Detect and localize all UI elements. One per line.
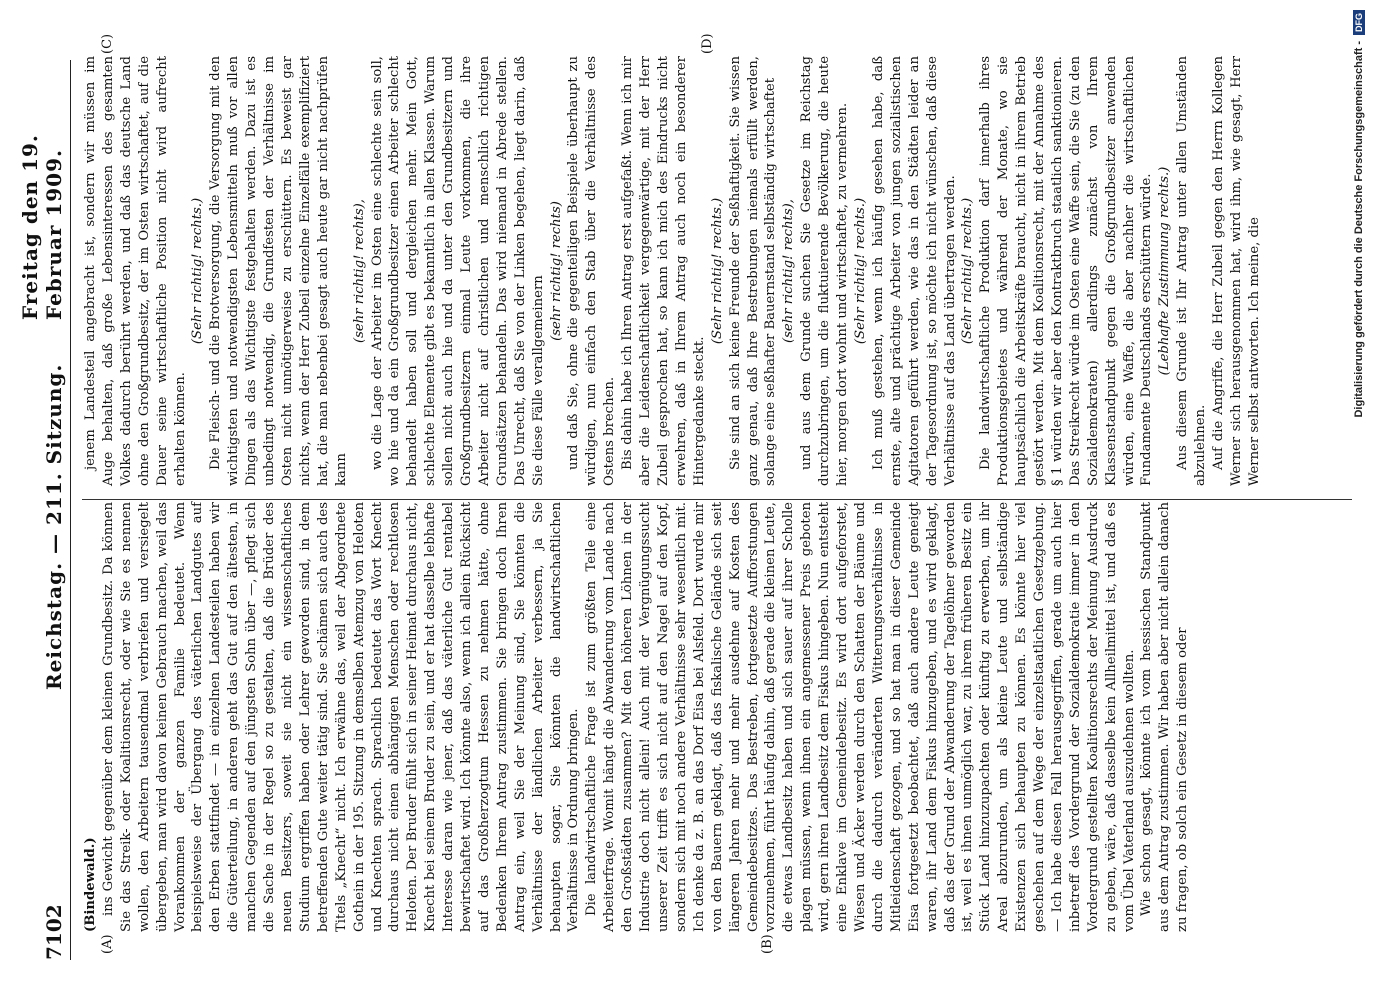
interjection: (Lebhafte Zustimmung rechts.)	[1157, 166, 1173, 376]
page-header	[18, 60, 71, 960]
paragraph: Sie sind an sich keine Freunde der Seßhaftigkeit. Sie wissen ganz genau, daß Ihre Bestrebungen niemals erfüllt werden, solange eine seßhafter Bauernstand selbständig wirtschaftet	[727, 56, 779, 486]
paragraph: Ich muß gestehen, wenn ich häufig gesehen habe, daß ernste, alte und prächtige Arbeiter von jungen sozialistischen Agitatoren geführt werden, wie das in den Städten leider an der Tagesordnung ist, so möchte ich nicht wünschen, daß diese Verhältnisse auf das Land übertragen werden.	[870, 56, 958, 486]
interjection: (sehr richtig! rechts),	[781, 199, 797, 343]
margin-mark-d: (D)	[700, 33, 715, 54]
paragraph: Die Fleisch- und die Brotversorgung, die Versorgung mit den wichtigsten und notwendigsten Lebensmitteln muß vor allen Dingen als das Wichtigste festgehalten werden. Dazu ist es unbedingt notwendig, die Grundfesten der Verhältnisse im Osten nicht unnötigerweise zu erschüttern. Es beweist gar nichts, wenn der Herr Zubeil einzelne Einzelfälle exemplifiziert hat, die man nebenbei gesagt auch heute gar nicht nachprüfen kann	[208, 56, 349, 486]
margin-mark-c: (C)	[100, 33, 115, 54]
interjection: (Sehr richtig! rechts.)	[852, 197, 868, 345]
paragraph: Aus diesem Grunde ist Ihr Antrag unter allen Umständen abzulehnen.	[1175, 56, 1209, 486]
footer-credit	[1353, 10, 1373, 990]
interjection: (sehr richtig! rechts)	[548, 201, 564, 341]
interjection: (Sehr richtig! rechts.)	[960, 197, 976, 345]
interjection: (Sehr richtig! rechts.)	[709, 197, 725, 345]
paragraph: jenem Landesteil angebracht ist, sondern wir müssen im Auge behalten, daß große Lebensinteressen des gesamten Volkes dadurch berührt werden, und daß das deutsche Land ohne den Großgrundbesitz, der im Osten wirtschaftet, auf die Dauer seine wirtschaftliche Position nicht wird aufrecht erhalten können.	[83, 56, 188, 486]
paragraph: wo die Lage der Arbeiter im Osten eine schlechte sein soll, wo hie und da ein Großgrundbesitzer einen Arbeiter schlecht behandelt haben soll und dergleichen mehr. Mein Gott, schlechte Elemente gibt es bekanntlich in allen Klassen. Warum sollen nicht auch hie und da unter den Grundbesitzern und Großgrundbesitzern einmal Leute vorkommen, die ihre Arbeiter nicht auf christlichen und menschlich richtigen Grundsätzen behandeln. Das wird niemand in Abrede stellen. Das Unrecht, daß Sie von der Linken begehen, liegt darin, daß Sie diese Fälle verallgemeinern	[369, 56, 546, 486]
paragraph: Wie schon gesagt, könnte ich vom hessischen Standpunkt aus dem Antrag zustimmen. Wir haben aber nicht allein danach zu fragen, ob solch ein Gesetz in diesem oder	[1139, 502, 1191, 932]
paragraph: Die landwirtschaftliche Produktion darf innerhalb ihres Produktionsgebietes und während der Monate, wo sie hauptsächlich die Arbeitskräfte braucht, nicht in ihrem Betrieb gestört werden. Mit dem Koalitionsrecht, mit der Annahme des § 1 würden wir aber den Kontraktbruch staatlich sanktionieren. Das Streikrecht würde im Osten eine Waffe sein, die Sie (zu den Sozialdemokraten) allerdings zunächst von Ihrem Klassenstandpunkt gegen die Großgrundbesitzer anwenden würden, eine Waffe, die aber nachher die wirtschaftlichen Fundamente Deutschlands erschüttern würde.	[978, 56, 1155, 486]
session-title: Reichstag. — 211. Sitzung.	[42, 363, 66, 690]
footer	[1353, 10, 1373, 990]
text-column-left	[82, 502, 1192, 932]
paragraph: und daß Sie, ohne die gegenteiligen Beispiele überhaupt zu würdigen, nun einfach den Stab über die Verhältnisse des Ostens brechen.	[566, 56, 618, 486]
footer-credit-text: Digitalisierung gefördert durch die Deutsche Forschungsgemeinschaft -	[1353, 41, 1365, 418]
dfg-logo: DFG	[1353, 10, 1365, 35]
interjection: (sehr richtig! rechts),	[351, 199, 367, 343]
margin-mark-b: (B)	[760, 934, 775, 954]
paragraph: und aus dem Grunde suchen Sie Gesetze im Reichstag durchzubringen, um die fluktuierende Bevölkerung, die heute hier, morgen dort wohnt und wirtschaftet, zu vermehren.	[799, 56, 851, 486]
page-number: 7102	[42, 904, 66, 960]
paragraph: ins Gewicht gegenüber dem kleinen Grundbesitz. Da können Sie das Streik- oder Koalitionsrecht, oder wie Sie es nennen wollen, den Arbeitern tausendmal verbriefen und versiegelt übergeben, man wird davon keinen Gebrauch machen, weil das Vorankommen der ganzen Familie bedeutet. Wenn beispielsweise der Übergang des väterlichen Landgutes auf den Erben stattfindet — in einzelnen Landesteilen haben wir die Güterteilung, in anderen geht das Gut auf den ältesten, in manchen Gegenden auf den jüngsten Sohn über —, pflegt sich die Sache in der Regel so zu gestalten, daß die Brüder des neuen Besitzers, soweit sie nicht ein wissenschaftliches Studium ergriffen haben oder Lehrer geworden sind, in dem betreffenden Gute weiter tätig sind. Sie schämen sich auch des Titels „Knecht“ nicht. Ich erwähne das, weil der Abgeordnete Gothein in der 195. Sitzung in demselben Atemzug von Heloten und Knechten sprach. Sprachlich bedeutet das Wort Knecht durchaus nicht einen abhängigen Menschen oder rechtlosen Heloten. Der Bruder fühlt sich in seiner Heimat durchaus nicht, Knecht bei seinem Bruder zu sein, und er hat dasselbe lebhafte Interesse daran wie jener, daß das väterliche Gut rentabel bewirtschaftet wird. Ich könnte also, wenn ich allein Rücksicht auf das Großherzogtum Hessen zu nehmen hätte, ohne Bedenken Ihrem Antrag zustimmen. Sie bringen doch Ihren Antrag ein, weil Sie der Meinung sind, Sie könnten die Verhältnisse der ländlichen Arbeiter verbessern, ja Sie behaupten sogar, Sie könnten die landwirtschaftlichen Verhältnisse in Ordnung bringen.	[100, 502, 582, 932]
margin-mark-a: (A)	[100, 934, 115, 954]
speaker-name: (Bindewald.)	[83, 837, 98, 932]
paragraph: Die landwirtschaftliche Frage ist zum größten Teile eine Arbeiterfrage. Womit hängt die Abwanderung vom Lande nach den Großstädten zusammen? Mit den höheren Löhnen in der Industrie doch nicht allein! Auch mit der Vergnügungssucht unserer Zeit trifft es sich nicht auf den Nagel auf den Kopf, sondern sich mit noch andere Verhältnisse sehr wesentlich mit. Ich denke da z. B. an das Dorf Eisa bei Alsfeld. Dort wurde mir von den Bauern geklagt, daß das fiskalische Gelände sich seit längeren Jahren mehr und mehr ausdehne auf Kosten des Gemeindebesitzes. Das Bestreben, fortgesetzte Aufforstungen vorzunehmen, führt häufig dahin, daß gerade die kleinen Leute, die etwas Landbesitz haben und sich sauer auf ihrer Scholle plagen müssen, wenn ihnen ein angemessener Preis geboten wird, gern ihren Landbesitz dem Fiskus hingeben. Nun entsteht eine Enklave im Gemeindebesitz. Es wird dort aufgeforstet, Wiesen und Äcker werden durch den Schatten der Bäume und durch die dadurch veränderten Witterungsverhältnisse in Mitleidenschaft gezogen, und so hat man in dieser Gemeinde Eisa fortgesetzt beobachtet, daß auch andere Leute geneigt waren, ihr Land dem Fiskus hinzugeben, und es wird geklagt, daß das der Grund der Abwanderung der Tagelöhner geworden ist, weil es ihnen unmöglich war, zu ihrem früheren Besitz ein Stück Land hinzuzupachten oder künftig zu erwerben, um ihr Areal abzurunden, um als kleine Leute und selbständige Existenzen sich behaupten zu können. Es könnte hier viel geschehen auf dem Wege der einzelstaatlichen Gesetzgebung. — Ich habe diesen Fall herausgegriffen, gerade um auch hier inbetreff des Vordergrund der Sozialdemokratie immer in den Vordergrund gestellten Koalitionsrechts der Meinung Ausdruck zu geben, wäre, daß dasselbe kein Allheilmittel ist, und daß es vom Übel Vaterland auszudehnen wollten.	[584, 502, 1137, 932]
session-date: Freitag den 19. Februar 1909.	[18, 134, 66, 320]
column-divider	[82, 499, 1352, 500]
paragraph: Auf die Angriffe, die Herr Zubeil gegen den Herrn Kollegen Werner sich herausgenommen hat, wird ihm, wie gesagt, Herr Werner selbst antworten. Ich meine, die	[1211, 56, 1262, 486]
interjection: (Sehr richtig! rechts.)	[190, 197, 206, 345]
paragraph: Bis dahin habe ich Ihren Antrag erst aufgefaßt. Wenn ich mir aber die Leidenschaftlichkeit vergegenwärtige, mit der Herr Zubeil gesprochen hat, so kann ich mich des Eindrucks nicht erwehren, daß in Ihrem Antrag auch noch ein besonderer Hintergedanke steckt.	[620, 56, 707, 486]
text-column-right	[82, 56, 1264, 486]
